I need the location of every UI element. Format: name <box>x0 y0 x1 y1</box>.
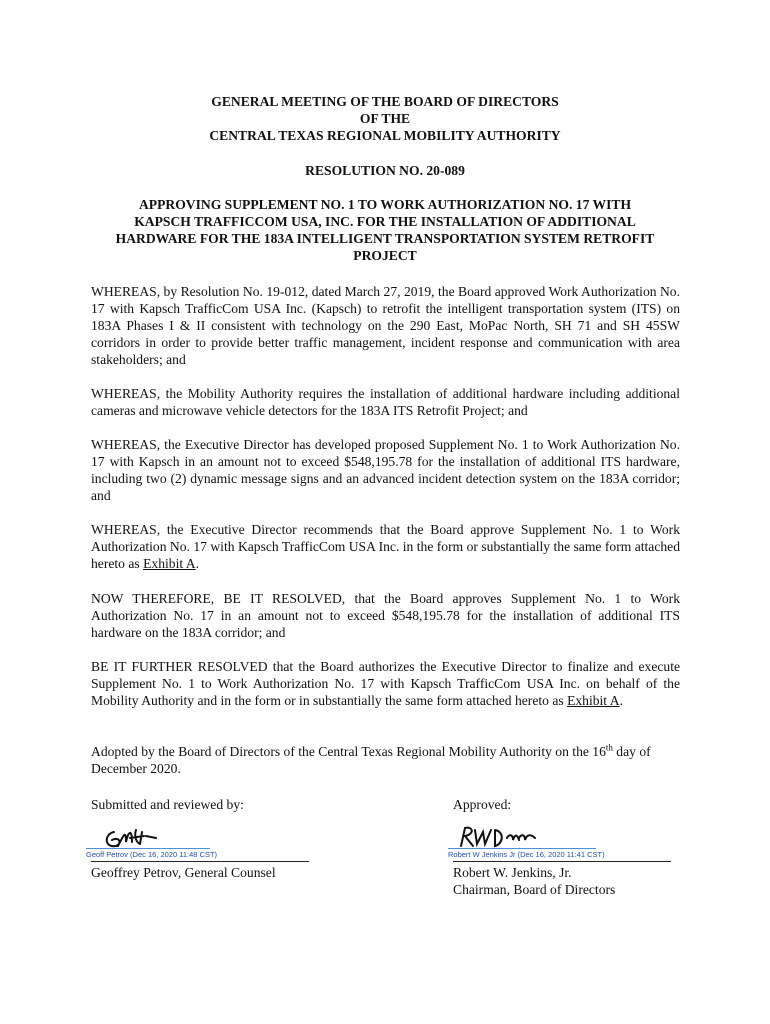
adopted-text-end: day of December 2020. <box>91 744 651 776</box>
right-signatory-name: Robert W. Jenkins, Jr. <box>453 865 572 880</box>
whereas-paragraph-2: WHEREAS, the Mobility Authority requires the installation of additional hardware including additional cameras and microwave vehicle detectors for the 183A ITS Retrofit Project; and <box>91 386 680 418</box>
right-signature-caption: Robert W Jenkins Jr (Dec 16, 2020 11:41 CST) <box>448 850 605 859</box>
resolution-number <box>90 162 680 179</box>
resolution-number-text: RESOLUTION NO. 20-089 <box>305 163 465 178</box>
heading-line-1: GENERAL MEETING OF THE BOARD OF DIRECTORS <box>211 94 559 109</box>
left-signatory-name: Geoffrey Petrov, General Counsel <box>91 865 276 880</box>
whereas-4-text: WHEREAS, the Executive Director recommends that the Board approve Supplement No. 1 to Work Authorization No. 17 with Kapsch TrafficCom USA Inc. in the form or substantially the same form attached hereto as <box>91 522 680 571</box>
whereas-paragraph-1: WHEREAS, by Resolution No. 19-012, dated March 27, 2019, the Board approved Work Authorization No. 17 with Kapsch TrafficCom USA Inc. (Kapsch) to retrofit the intelligent transportation system (ITS) on 183A Phases I & II consistent with technology on the 290 East, MoPac North, SH 71 and SH 45SW corridors in order to provide better traffic management, incident response and communication with area stakeholders; and <box>91 284 680 367</box>
subject-line-2: KAPSCH TRAFFICCOM USA, INC. FOR THE INSTALLATION OF ADDITIONAL <box>134 214 636 229</box>
resolved-paragraph-2 <box>91 658 680 709</box>
subject-line-1: APPROVING SUPPLEMENT NO. 1 TO WORK AUTHORIZATION NO. 17 WITH <box>138 197 632 212</box>
left-signature-caption: Geoff Petrov (Dec 16, 2020 11:48 CST) <box>86 850 218 859</box>
submitted-label: Submitted and reviewed by: <box>91 797 244 812</box>
exhibit-a-link-2[interactable]: Exhibit A <box>567 693 620 708</box>
resolution-subject <box>90 196 680 264</box>
whereas-paragraph-4 <box>91 521 680 572</box>
heading-line-3: CENTRAL TEXAS REGIONAL MOBILITY AUTHORITY <box>209 128 561 143</box>
left-signature-line <box>91 861 309 862</box>
meeting-heading <box>90 93 680 144</box>
adopted-superscript: th <box>605 742 613 753</box>
subject-line-3: HARDWARE FOR THE 183A INTELLIGENT TRANSPORTATION SYSTEM RETROFIT <box>115 231 655 246</box>
heading-line-2: OF THE <box>359 111 411 126</box>
right-signatory-title: Chairman, Board of Directors <box>453 882 616 897</box>
adopted-paragraph <box>91 743 661 777</box>
right-signature-accent-line <box>448 848 596 849</box>
approved-label: Approved: <box>453 797 512 812</box>
resolved-2-text: BE IT FURTHER RESOLVED that the Board authorizes the Executive Director to finalize and execute Supplement No. 1 to Work Authorization No. 17 with Kapsch TrafficCom USA Inc. on behalf of the Mobility Authority and in the form or in substantially the same form attached hereto as <box>91 659 680 708</box>
exhibit-a-link[interactable]: Exhibit A <box>143 556 196 571</box>
right-signature-line <box>453 861 671 862</box>
adopted-text: Adopted by the Board of Directors of the Central Texas Regional Mobility Authority on the 16 <box>91 744 606 759</box>
subject-line-4: PROJECT <box>353 248 417 263</box>
resolved-2-end: . <box>619 693 623 708</box>
resolved-paragraph-1: NOW THEREFORE, BE IT RESOLVED, that the Board approves Supplement No. 1 to Work Authorization No. 17 in an amount not to exceed $548,195.78 for the installation of additional ITS hardware on the 183A corridor; and <box>91 591 680 640</box>
left-signature-accent-line <box>86 848 210 849</box>
whereas-4-end: . <box>195 556 199 571</box>
whereas-paragraph-3: WHEREAS, the Executive Director has developed proposed Supplement No. 1 to Work Authorization No. 17 with Kapsch in an amount not to exceed $548,195.78 for the installation of additional ITS hardware, including two (2) dynamic message signs and an advanced incident detection system on the 183A corridor; and <box>91 437 680 503</box>
